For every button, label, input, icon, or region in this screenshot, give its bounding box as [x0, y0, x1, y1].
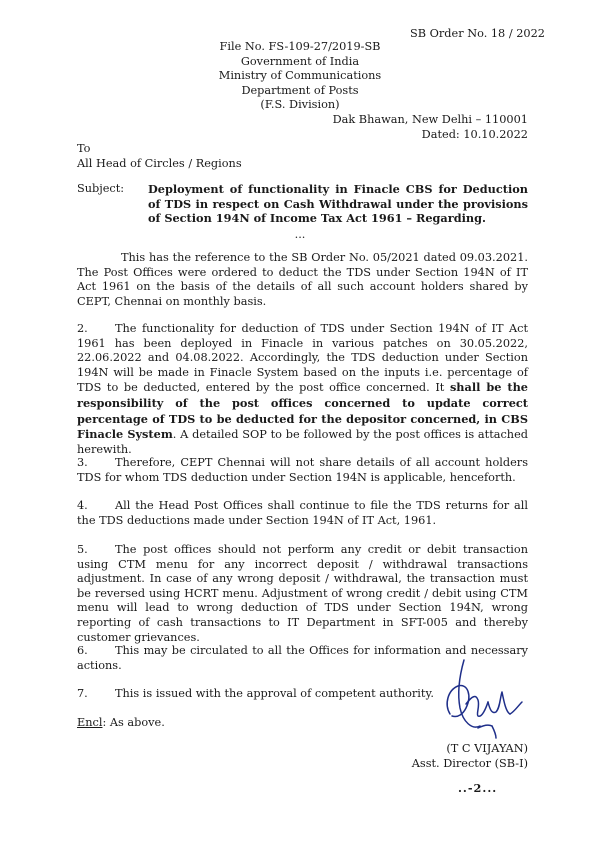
government-line: Government of India: [240, 54, 360, 68]
paragraph-4: [77, 499, 528, 528]
signatory-name: (T C VIJAYAN): [446, 742, 528, 755]
to-label: To: [77, 142, 91, 155]
to-recipient: All Head of Circles / Regions: [77, 156, 242, 170]
file-number: File No. FS-109-27/2019-SB: [219, 40, 381, 53]
page-marker: ..-2...: [458, 781, 498, 795]
paragraph-3: [77, 456, 528, 485]
department-line: Department of Posts: [241, 83, 359, 97]
paragraph-3-number: 3.: [77, 456, 88, 469]
signature-block: [370, 742, 528, 771]
paragraph-2: [77, 322, 528, 457]
subject-label: Subject:: [77, 182, 125, 195]
paragraph-6-number: 6.: [77, 644, 88, 657]
paragraph-2-text-start: The functionality for deduction of TDS under Section 194N of IT Act 1961 has been deployed in Finacle in various patches on 30.05.2022, 22.06.2022 and 04.08.2022. Accordingly, the TDS deduction under Section 194N will be made in Finacle System based on the inputs i.e. percentage of TDS to be deducted, entered by the post office concerned. It: [77, 322, 528, 395]
date-line: Dated: 10.10.2022: [421, 127, 528, 141]
paragraph-5: [77, 543, 528, 645]
address-block: [300, 113, 528, 142]
paragraph-4-text: All the Head Post Offices shall continue to file the TDS returns for all the TDS deductions made under Section 194N of IT Act, 1961.: [77, 499, 528, 527]
paragraph-3-text: Therefore, CEPT Chennai will not share details of all account holders TDS for whom TDS deduction under Section 194N is applicable, henceforth.: [77, 456, 528, 484]
handwritten-signature: [430, 656, 530, 742]
paragraph-4-number: 4.: [77, 499, 88, 512]
ministry-line: Ministry of Communications: [218, 69, 382, 83]
address-line: Dak Bhawan, New Delhi – 110001: [332, 113, 528, 126]
enclosure-line: [77, 716, 165, 731]
subject-text: Deployment of functionality in Finacle CBS for Deduction of TDS in respect on Cash Withdrawal under the provisions of Section 194N of Income Tax Act 1961 – Regarding.: [148, 182, 528, 226]
paragraph-6-text: This may be circulated to all the Offices for information and necessary actions.: [77, 644, 528, 672]
signatory-designation: Asst. Director (SB-I): [411, 756, 528, 770]
order-number: SB Order No. 18 / 2022: [410, 27, 545, 40]
paragraph-7-number: 7.: [77, 687, 88, 700]
paragraph-2-number: 2.: [77, 322, 88, 335]
paragraph-5-number: 5.: [77, 543, 88, 556]
enclosure-text: : As above.: [102, 716, 165, 729]
paragraph-2-text-end: . A detailed SOP to be followed by the post offices is attached herewith.: [77, 428, 528, 456]
separator: ...: [294, 228, 306, 241]
paragraph-7-text: This is issued with the approval of competent authority.: [115, 687, 434, 700]
paragraph-5-text: The post offices should not perform any credit or debit transaction using CTM menu for any incorrect deposit / withdrawal transactions adjustment. In case of any wrong deposit / withdrawal, the transaction must be reversed using HCRT menu. Adjustment of wrong credit / debit using CTM menu will lead to wrong deduction of TDS under Section 194N, wrong reporting of cash transactions to IT Department in SFT-005 and thereby customer grievances.: [77, 543, 528, 644]
division-line: (F.S. Division): [260, 98, 340, 112]
letterhead: [180, 40, 420, 113]
to-block: [77, 142, 242, 171]
paragraph-2-bold-text: shall be the responsibility of the post offices concerned to update correct percentage of TDS to be deducted for the depositor concerned, in CBS Finacle System: [77, 380, 528, 442]
paragraph-1: This has the reference to the SB Order No. 05/2021 dated 09.03.2021. The Post Offices were ordered to deduct the TDS under Section 194N of IT Act 1961 on the basis of the details of all such account holders shared by CEPT, Chennai on monthly basis.: [77, 251, 528, 308]
enclosure-label: Encl: [77, 716, 103, 729]
